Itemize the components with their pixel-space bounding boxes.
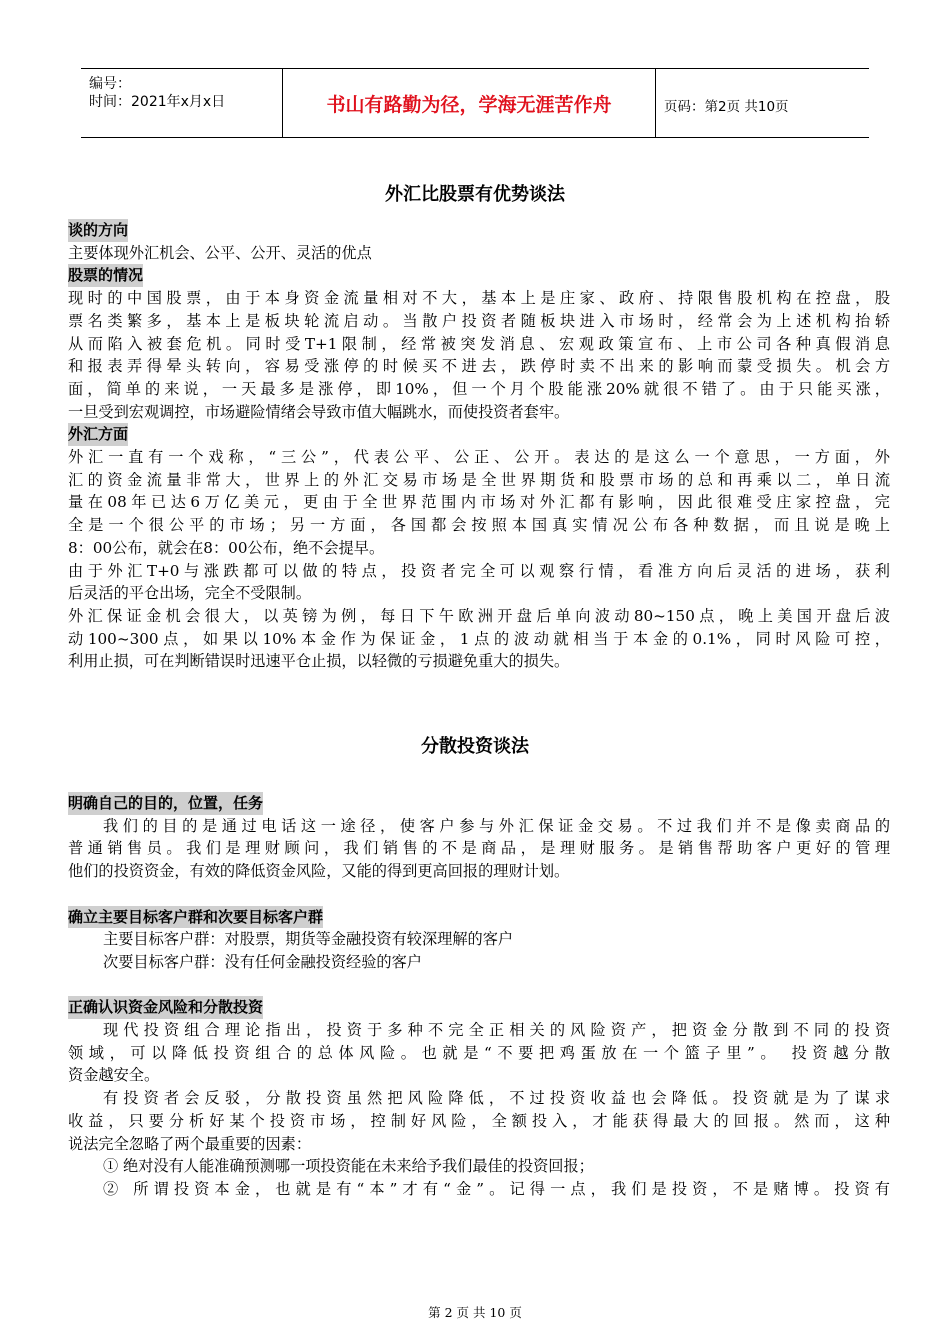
- section-body: [68, 815, 890, 883]
- number-label: 编号：: [89, 76, 131, 92]
- text-line: 一旦受到宏观调控，市场避险情绪会导致市值大幅跳水，而使投资者套牢。: [68, 402, 570, 421]
- text-line: 汇的资金流量非常大，世界上的外汇交易市场是全世界期货和股票市场的总和再乘以二，单日流: [68, 470, 890, 489]
- text-line: 资金越安全。: [68, 1066, 160, 1085]
- text-line: 收益，只要分析好某个投资市场，控制好风险，全额投入，才能获得最大的回报。然而，这种: [68, 1111, 890, 1130]
- text-line: 有投资者会反驳，分散投资虽然把风险降低，不过投资收益也会降低。投资就是为了谋求: [103, 1089, 890, 1108]
- section-heading: 正确认识资金风险和分散投资: [68, 996, 263, 1019]
- text-line: 他们的投资资金，有效的降低资金风险，又能的得到更高回报的理财计划。: [68, 862, 570, 881]
- header-page-info: 页码：第2页 共10页: [664, 99, 789, 115]
- text-line: 动100~300点，如果以10%本金作为保证金，1点的波动就相当于本金的0.1%，同时风险可控，: [68, 629, 890, 648]
- text-line: 现时的中国股票，由于本身资金流量相对不大，基本上是庄家、政府、持限售股机构在控盘，股: [68, 289, 890, 308]
- page-footer: 第 2 页 共 10 页: [428, 1305, 522, 1320]
- text-line: 由于外汇T+0与涨跌都可以做的特点，投资者完全可以观察行情，看准方向后灵活的进场，获利: [68, 561, 890, 580]
- text-line: 从而陷入被套危机。同时受T+1限制，经常被突发消息、宏观政策宣布、上市公司各种真假消息: [68, 334, 890, 353]
- text-line: 说法完全忽略了两个最重要的因素：: [68, 1134, 311, 1153]
- text-line: 和报表弄得晕头转向，容易受涨停的时候买不进去，跌停时卖不出来的影响而蒙受损失。机会方: [68, 357, 890, 376]
- section-body: [68, 1019, 890, 1201]
- section-body: [68, 242, 890, 265]
- numbered-item: ① 绝对没有人能准确预测哪一项投资能在未来给予我们最佳的投资回报；: [103, 1157, 594, 1176]
- section-body: [68, 287, 890, 423]
- section-heading: 明确自己的目的，位置，任务: [68, 792, 263, 815]
- text-line: 我们的目的是通过电话这一途径，使客户参与外汇保证金交易。不过我们并不是像卖商品的: [103, 816, 890, 835]
- text-line: 现代投资组合理论指出，投资于多种不完全正相关的风险资产，把资金分散到不同的投资: [103, 1021, 890, 1039]
- text-line: 普通销售员。我们是理财顾问，我们销售的不是商品，是理财服务。是销售帮助客户更好的管理: [68, 839, 890, 858]
- text-line: 利用止损，可在判断错误时迅速平仓止损，以轻微的亏损避免重大的损失。: [68, 652, 570, 671]
- section-heading: 股票的情况: [68, 264, 143, 287]
- section-heading: 谈的方向: [68, 219, 128, 242]
- time-label: 时间：2021年x月x日: [89, 94, 226, 110]
- section-body: [68, 928, 890, 973]
- text-line: 量在08年已达6万亿美元，更由于全世界范围内市场对外汇都有影响，因此很难受庄家控盘，完: [68, 493, 890, 512]
- numbered-item: ② 所谓投资本金，也就是有“本”才有“金”。记得一点，我们是投资，不是赌博。投资有: [103, 1179, 890, 1198]
- text-line: 次要目标客户群：没有任何金融投资经验的客户: [103, 952, 422, 971]
- header-meta-cell: [81, 69, 281, 137]
- text-line: 8：00公布，就会在8：00公布，绝不会提早。: [68, 538, 385, 557]
- text-line: 外汇保证金机会很大，以英镑为例，每日下午欧洲开盘后单向波动80~150点，晚上美国开盘后波: [68, 606, 890, 625]
- header-motto: 书山有路勤为径，学海无涯苦作舟: [282, 69, 656, 137]
- text-line: 面，简单的来说，一天最多是涨停，即10%，但一个月个股能涨20%就很不错了。由于只能买涨，: [68, 379, 890, 398]
- section-heading: 确立主要目标客户群和次要目标客户群: [68, 906, 323, 929]
- text-line: 后灵活的平仓出场，完全不受限制。: [68, 584, 311, 603]
- section-heading: 外汇方面: [68, 423, 128, 446]
- content-bottom: [68, 792, 890, 1201]
- doc-title-diversify: 分散投资谈法: [421, 736, 529, 757]
- section-body: [68, 446, 890, 673]
- text-line: 票名类繁多，基本上是板块轮流启动。当散户投资者随板块进入市场时，经常会为上述机构抬轿: [68, 311, 890, 330]
- text-line: 外汇一直有一个戏称，“三公”，代表公平、公正、公开。表达的是这么一个意思，一方面，外: [68, 448, 890, 467]
- text-line: 领域，可以降低投资组合的总体风险。也就是“不要把鸡蛋放在一个篮子里”。 投资越分散: [68, 1043, 890, 1062]
- text-line: 主要体现外汇机会、公平、公开、灵活的优点: [68, 243, 372, 262]
- content-top: [68, 219, 890, 673]
- doc-title-forex: 外汇比股票有优势谈法: [385, 184, 565, 205]
- text-line: 主要目标客户群：对股票，期货等金融投资有较深理解的客户: [103, 930, 514, 949]
- text-line: 全是一个很公平的市场；另一方面，各国都会按照本国真实情况公布各种数据，而且说是晚上: [68, 516, 890, 535]
- header-table: [81, 68, 869, 138]
